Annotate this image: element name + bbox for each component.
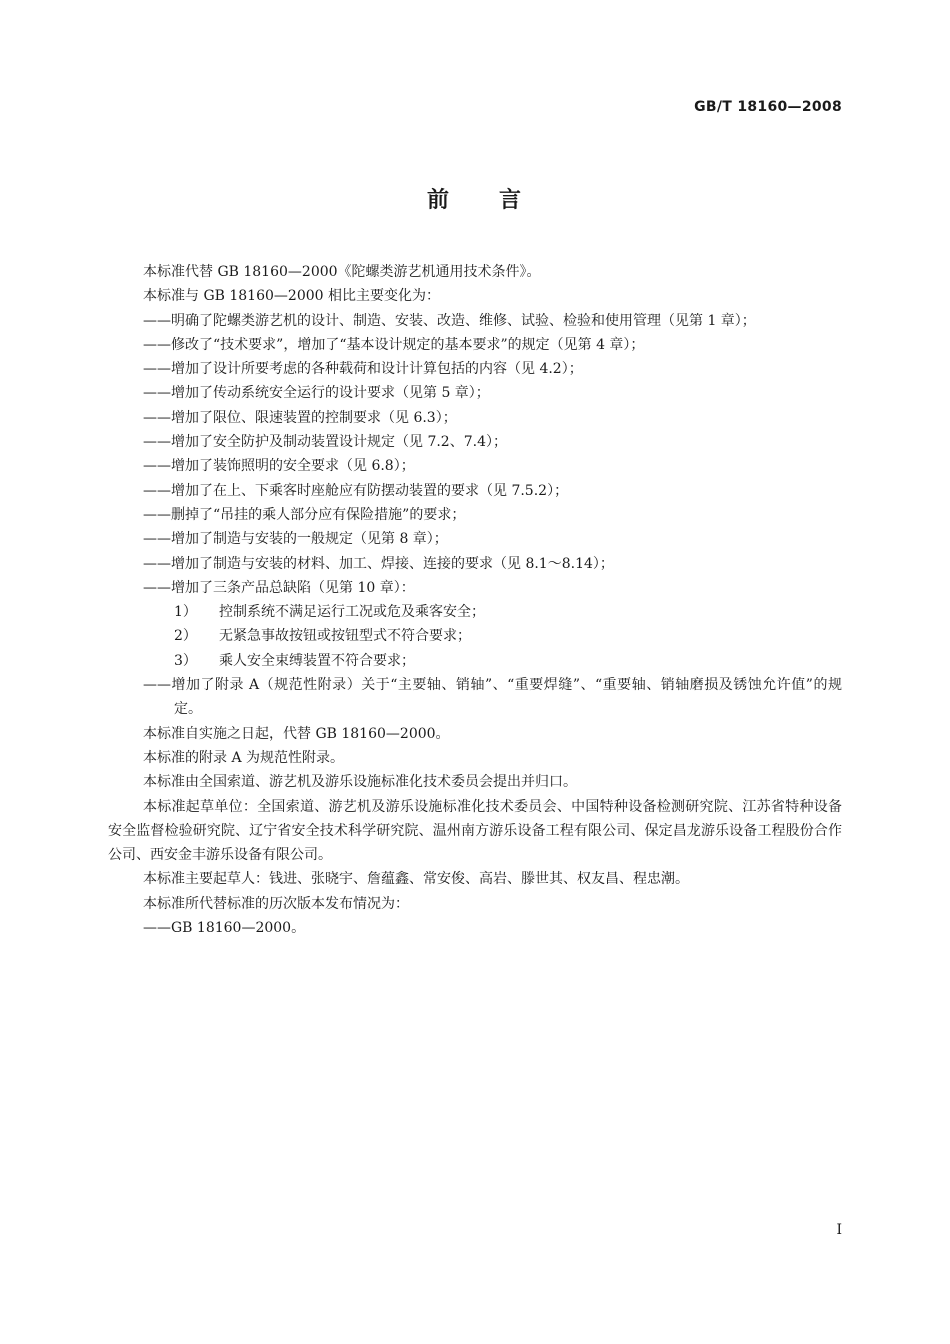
defect-item — [108, 624, 842, 648]
change-item: ——增加了设计所要考虑的各种载荷和设计计算包括的内容（见 4.2）； — [143, 361, 583, 378]
change-item: ——增加了限位、限速装置的控制要求（见 6.3）； — [143, 409, 457, 426]
paragraph: 本标准的附录 A 为规范性附录。 — [143, 749, 345, 766]
change-item: ——增加了制造与安装的一般规定（见第 8 章）； — [143, 531, 448, 548]
paragraph: 本标准由全国索道、游艺机及游乐设施标准化技术委员会提出并归口。 — [143, 774, 577, 791]
change-item: ——删掉了“吊挂的乘人部分应有保险措施”的要求； — [143, 506, 466, 523]
change-item: ——明确了陀螺类游艺机的设计、制造、安装、改造、维修、试验、检验和使用管理（见第 1 章）； — [143, 312, 756, 329]
change-item: ——增加了传动系统安全运行的设计要求（见第 5 章）； — [143, 385, 490, 402]
change-item: ——修改了“技术要求”，增加了“基本设计规定的基本要求”的规定（见第 4 章）； — [143, 336, 645, 353]
defect-item — [108, 649, 842, 673]
defect-text: 无紧急事故按钮或按钮型式不符合要求； — [219, 628, 471, 645]
drafters-paragraph: 本标准主要起草人：钱进、张晓宇、詹蕴鑫、常安俊、高岩、滕世其、权友昌、程忠潮。 — [143, 871, 689, 888]
defect-item — [108, 600, 842, 624]
change-item: ——增加了装饰照明的安全要求（见 6.8）； — [143, 458, 415, 475]
change-item: ——增加了安全防护及制动装置设计规定（见 7.2、7.4）； — [143, 434, 507, 451]
defect-text: 控制系统不满足运行工况或危及乘客安全； — [219, 604, 485, 621]
change-item: ——增加了在上、下乘客时座舱应有防摆动装置的要求（见 7.5.2）； — [143, 482, 569, 499]
page-number: I — [836, 1222, 842, 1238]
defect-number: 3） — [174, 652, 197, 669]
appendix-change-item: ——增加了附录 A（规范性附录）关于“主要轴、销轴”、“重要焊缝”、“重要轴、销轴磨损及锈蚀允许值”的规定。 — [143, 677, 842, 718]
paragraph: 本标准代替 GB 18160—2000《陀螺类游艺机通用技术条件》。 — [143, 264, 541, 280]
paragraph: 本标准与 GB 18160—2000 相比主要变化为： — [143, 288, 440, 305]
defect-number: 1） — [174, 604, 197, 621]
change-item: ——增加了三条产品总缺陷（见第 10 章）： — [143, 579, 415, 596]
drafting-units-paragraph: 本标准起草单位：全国索道、游艺机及游乐设施标准化技术委员会、中国特种设备检测研究院、江苏省特种设备安全监督检验研究院、辽宁省安全技术科学研究院、温州南方游乐设备工程有限公司、保定昌龙游乐设备工程股份合作公司、西安金丰游乐设备有限公司。 — [108, 798, 842, 864]
page-title: 前 言 — [426, 188, 523, 213]
document-body — [108, 260, 842, 940]
defect-text: 乘人安全束缚装置不符合要求； — [219, 652, 415, 669]
paragraph: 本标准自实施之日起，代替 GB 18160—2000。 — [143, 725, 450, 742]
defect-number: 2） — [174, 628, 197, 645]
paragraph: 本标准所代替标准的历次版本发布情况为： — [143, 895, 409, 912]
history-item: ——GB 18160—2000。 — [143, 920, 306, 937]
standard-code: GB/T 18160—2008 — [694, 99, 842, 115]
change-item: ——增加了制造与安装的材料、加工、焊接、连接的要求（见 8.1～8.14）； — [143, 555, 614, 572]
